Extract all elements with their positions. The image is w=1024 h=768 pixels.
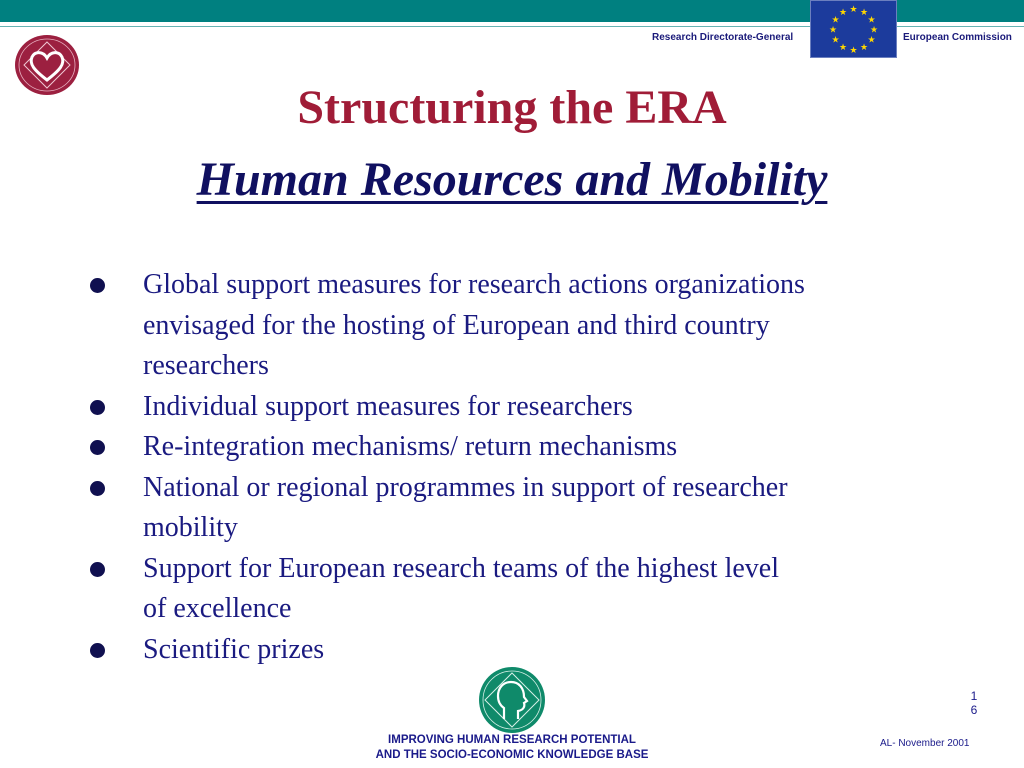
bullet-dot-icon xyxy=(90,400,105,415)
head-profile-logo-icon xyxy=(477,665,547,735)
footer-date: AL- November 2001 xyxy=(880,738,970,749)
european-commission-label: European Commission xyxy=(903,32,1012,43)
svg-text:★: ★ xyxy=(869,25,879,36)
bullet-dot-icon xyxy=(90,440,105,455)
bullet-dot-icon xyxy=(90,562,105,577)
bullet-item xyxy=(88,387,968,428)
svg-text:★: ★ xyxy=(838,43,848,53)
bullet-item xyxy=(88,427,968,468)
footer-line: AND THE SOCIO-ECONOMIC KNOWLEDGE BASE xyxy=(375,749,649,761)
bullet-item xyxy=(88,549,968,630)
bullet-text: Re-integration mechanisms/ return mechanisms xyxy=(143,431,678,462)
svg-text:★: ★ xyxy=(849,5,858,15)
bullet-text: researchers xyxy=(143,350,269,381)
slide-subtitle xyxy=(0,152,1024,207)
bullet-item xyxy=(88,630,968,671)
research-directorate-label: Research Directorate-General xyxy=(652,32,794,43)
bullet-dot-icon xyxy=(90,278,105,293)
bullet-text: Scientific prizes xyxy=(143,633,325,665)
page-number-digit: 1 xyxy=(970,689,978,703)
bullet-text: Support for European research teams of the highest level xyxy=(143,552,780,584)
bullet-text: envisaged for the hosting of European and third country xyxy=(143,309,770,341)
page-number-digit: 6 xyxy=(970,703,978,717)
svg-text:★: ★ xyxy=(828,25,838,36)
slide-subtitle-text: Human Resources and Mobility xyxy=(196,153,828,206)
bullet-item xyxy=(88,265,968,387)
eu-flag-icon xyxy=(810,0,897,58)
bullet-item xyxy=(88,468,968,549)
bullet-text: of excellence xyxy=(143,593,292,624)
svg-text:★: ★ xyxy=(859,43,869,53)
bullet-dot-icon xyxy=(90,643,105,658)
svg-text:★: ★ xyxy=(831,35,840,46)
svg-text:★: ★ xyxy=(867,35,876,46)
footer-programme-title xyxy=(310,733,714,763)
bullet-text: National or regional programmes in support of researcher xyxy=(143,471,788,503)
svg-text:★: ★ xyxy=(867,15,876,26)
svg-text:★: ★ xyxy=(838,8,848,18)
page-number xyxy=(966,689,982,717)
bullet-text: Global support measures for research actions organizations xyxy=(143,269,805,300)
slide-title: Structuring the ERA xyxy=(297,81,727,134)
svg-text:★: ★ xyxy=(831,15,840,26)
bullet-dot-icon xyxy=(90,481,105,496)
bullet-list xyxy=(88,265,968,670)
svg-text:★: ★ xyxy=(859,8,869,18)
bullet-text: Individual support measures for researchers xyxy=(143,390,633,422)
bullet-text: mobility xyxy=(143,512,238,543)
footer-line: IMPROVING HUMAN RESEARCH POTENTIAL xyxy=(388,734,636,746)
svg-text:★: ★ xyxy=(849,46,858,56)
